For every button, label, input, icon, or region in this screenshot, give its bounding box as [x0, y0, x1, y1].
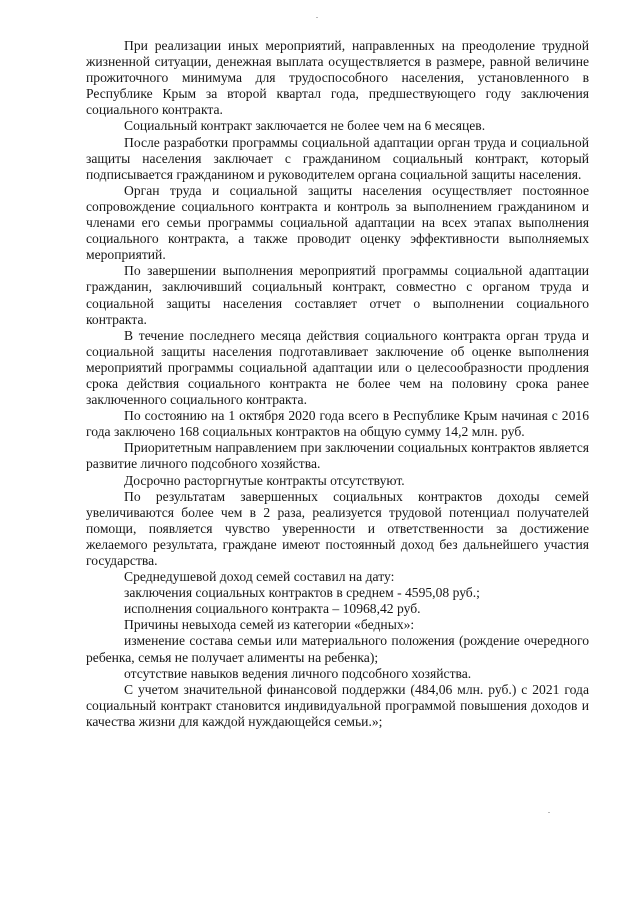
paragraph-3: После разработки программы социальной адаптации орган труда и социальной защиты населения заключает с гражданином социальный контракт, который подписывается гражданином и руководителем органа социальной защиты населения.: [86, 134, 589, 182]
paragraph-17: С учетом значительной финансовой поддержки (484,06 млн. руб.) с 2021 года социальный контракт становится индивидуальной программой повышения доходов и качества жизни для каждой нуждающейся семьи.»;: [86, 681, 589, 729]
paragraph-6: В течение последнего месяца действия социального контракта орган труда и социальной защиты населения подготавливает заключение об оценке выполнения мероприятий программы социальной адаптации или о целесообразности продления срока действия социального контракта не более чем на половину срока ранее заключенного социального контракта.: [86, 327, 589, 408]
paragraph-15: изменение состава семьи или материального положения (рождение очередного ребенка, семья не получает алименты на ребенка);: [86, 633, 589, 665]
paragraph-5: По завершении выполнения мероприятий программы социальной адаптации гражданин, заключивший социальный контракт, совместно с органом труда и социальной защиты населения составляет отчет о выполнении социального контракта.: [86, 263, 589, 327]
paragraph-11: Среднедушевой доход семей составил на дату:: [124, 569, 395, 585]
paragraph-9: Досрочно расторгнутые контракты отсутствуют.: [124, 472, 405, 488]
paragraph-16: отсутствие навыков ведения личного подсобного хозяйства.: [124, 665, 472, 681]
scan-speck: [548, 812, 550, 813]
scan-speck: [316, 17, 318, 18]
document-body: [86, 38, 589, 730]
paragraph-2: Социальный контракт заключается не более чем на 6 месяцев.: [124, 118, 486, 134]
paragraph-4: Орган труда и социальной защиты населения осуществляет постоянное сопровождение социального контракта и контроль за выполнением гражданином и членами его семьи программы социальной адаптации на всех этапах выполнения социального контракта, а также проводит оценку эффективности выполняемых мероприятий.: [86, 182, 589, 263]
paragraph-13: исполнения социального контракта – 10968,42 руб.: [124, 601, 421, 617]
paragraph-12: заключения социальных контрактов в среднем - 4595,08 руб.;: [124, 585, 480, 601]
paragraph-1: При реализации иных мероприятий, направленных на преодоление трудной жизненной ситуации, денежная выплата осуществляется в размере, равной величине прожиточного минимума для трудоспособного населения, установленного в Республике Крым за второй квартал года, предшествующего году заключения социального контракта.: [86, 38, 589, 118]
paragraph-7: По состоянию на 1 октября 2020 года всего в Республике Крым начиная с 2016 года заключено 168 социальных контрактов на общую сумму 14,2 млн. руб.: [86, 408, 589, 440]
paragraph-10: По результатам завершенных социальных контрактов доходы семей увеличиваются более чем в 2 раза, реализуется трудовой потенциал получателей помощи, появляется чувство уверенности и ответственности за достижение желаемого результата, граждане имеют постоянный доход без дальнейшего участия государства.: [86, 488, 589, 568]
paragraph-8: Приоритетным направлением при заключении социальных контрактов является развитие личного подсобного хозяйства.: [86, 440, 589, 472]
paragraph-14: Причины невыхода семей из категории «бедных»:: [124, 617, 415, 633]
